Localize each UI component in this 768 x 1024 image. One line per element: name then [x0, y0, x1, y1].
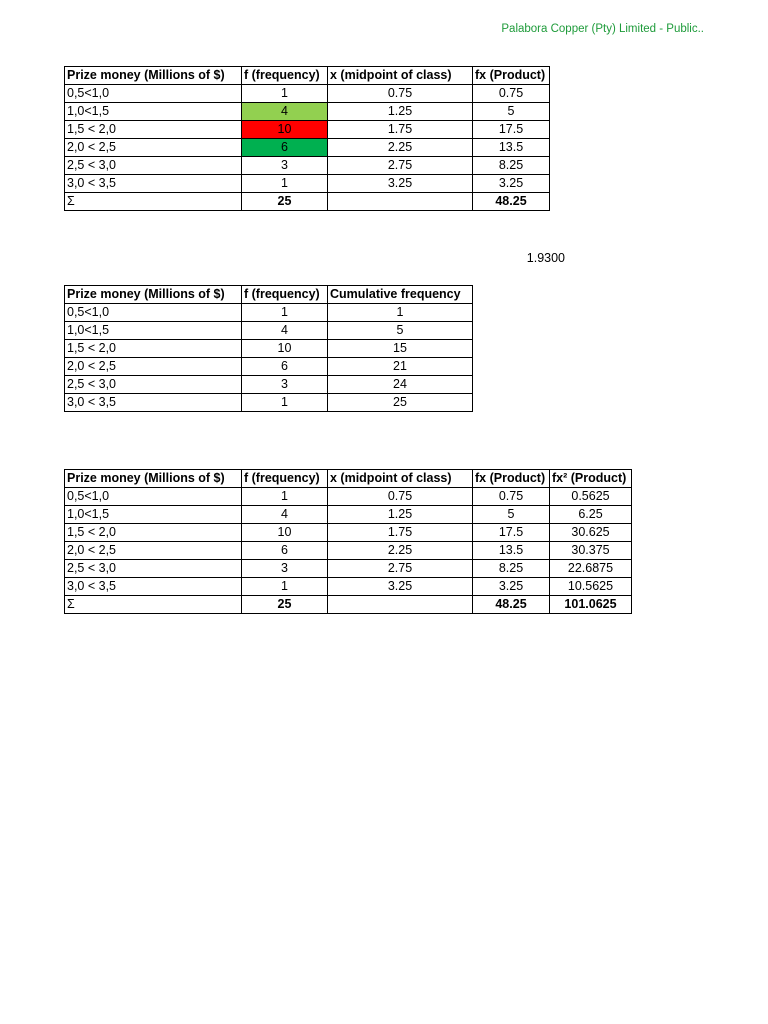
frequency-cell[interactable]: 1 — [242, 85, 328, 103]
frequency-cell-highlighted[interactable]: 10 — [242, 121, 328, 139]
table-row — [65, 322, 473, 340]
class-cell[interactable]: 1,5 < 2,0 — [65, 121, 242, 139]
table-row — [65, 506, 632, 524]
midpoint-cell[interactable]: 3.25 — [328, 578, 473, 596]
total-row — [65, 193, 550, 211]
table-row — [65, 103, 550, 121]
classification-label: Palabora Copper (Pty) Limited - Public.. — [501, 23, 704, 35]
cumulative-cell[interactable]: 21 — [328, 358, 473, 376]
product-cell[interactable]: 13.5 — [473, 139, 550, 157]
midpoint-cell[interactable]: 1.25 — [328, 506, 473, 524]
class-cell[interactable]: 1,0<1,5 — [65, 103, 242, 121]
midpoint-cell[interactable]: 0.75 — [328, 488, 473, 506]
empty-cell[interactable] — [328, 193, 473, 211]
frequency-cell[interactable]: 1 — [242, 488, 328, 506]
squared-product-cell[interactable]: 0.5625 — [550, 488, 632, 506]
product-cell[interactable]: 8.25 — [473, 157, 550, 175]
frequency-cell-highlighted[interactable]: 6 — [242, 139, 328, 157]
product-cell[interactable]: 17.5 — [473, 121, 550, 139]
product-cell[interactable]: 0.75 — [473, 85, 550, 103]
frequency-cell[interactable]: 3 — [242, 560, 328, 578]
class-cell[interactable]: 1,5 < 2,0 — [65, 524, 242, 542]
sum-symbol-cell[interactable]: Σ — [65, 193, 242, 211]
cumulative-cell[interactable]: 5 — [328, 322, 473, 340]
table-row — [65, 524, 632, 542]
class-cell[interactable]: 1,5 < 2,0 — [65, 340, 242, 358]
header-cell[interactable]: Prize money (Millions of $) — [65, 470, 242, 488]
header-cell[interactable]: fx² (Product) — [550, 470, 632, 488]
squared-product-cell[interactable]: 22.6875 — [550, 560, 632, 578]
class-cell[interactable]: 2,0 < 2,5 — [65, 542, 242, 560]
product-cell[interactable]: 0.75 — [473, 488, 550, 506]
total-squared-product-cell[interactable]: 101.0625 — [550, 596, 632, 614]
product-cell[interactable]: 17.5 — [473, 524, 550, 542]
cumulative-frequency-table — [64, 285, 473, 412]
class-cell[interactable]: 0,5<1,0 — [65, 85, 242, 103]
table-row — [65, 560, 632, 578]
table-row — [65, 139, 550, 157]
class-cell[interactable]: 0,5<1,0 — [65, 304, 242, 322]
total-product-cell[interactable]: 48.25 — [473, 193, 550, 211]
frequency-cell[interactable]: 3 — [242, 376, 328, 394]
frequency-cell[interactable]: 6 — [242, 358, 328, 376]
midpoint-cell[interactable]: 2.25 — [328, 139, 473, 157]
table-row — [65, 358, 473, 376]
midpoint-cell[interactable]: 3.25 — [328, 175, 473, 193]
frequency-cell[interactable]: 10 — [242, 340, 328, 358]
class-cell[interactable]: 1,0<1,5 — [65, 322, 242, 340]
mean-value-cell[interactable]: 1.9300 — [526, 251, 565, 265]
frequency-cell[interactable]: 1 — [242, 394, 328, 412]
table-row — [65, 542, 632, 560]
product-cell[interactable]: 3.25 — [473, 578, 550, 596]
total-product-cell[interactable]: 48.25 — [473, 596, 550, 614]
midpoint-cell[interactable]: 2.25 — [328, 542, 473, 560]
table-row — [65, 376, 473, 394]
frequency-cell[interactable]: 3 — [242, 157, 328, 175]
product-cell[interactable]: 3.25 — [473, 175, 550, 193]
header-cell[interactable]: f (frequency) — [242, 286, 328, 304]
class-cell[interactable]: 3,0 < 3,5 — [65, 394, 242, 412]
table-row — [65, 488, 632, 506]
header-cell[interactable]: Prize money (Millions of $) — [65, 286, 242, 304]
midpoint-cell[interactable]: 2.75 — [328, 560, 473, 578]
frequency-cell[interactable]: 4 — [242, 506, 328, 524]
squared-product-cell[interactable]: 6.25 — [550, 506, 632, 524]
total-row — [65, 596, 632, 614]
class-cell[interactable]: 2,5 < 3,0 — [65, 376, 242, 394]
product-cell[interactable]: 8.25 — [473, 560, 550, 578]
product-cell[interactable]: 5 — [473, 103, 550, 121]
midpoint-cell[interactable]: 0.75 — [328, 85, 473, 103]
table-header-row — [65, 470, 632, 488]
midpoint-cell[interactable]: 1.75 — [328, 121, 473, 139]
header-cell[interactable]: x (midpoint of class) — [328, 470, 473, 488]
class-cell[interactable]: 2,5 < 3,0 — [65, 560, 242, 578]
cumulative-cell[interactable]: 24 — [328, 376, 473, 394]
header-cell[interactable]: fx (Product) — [473, 67, 550, 85]
class-cell[interactable]: 2,0 < 2,5 — [65, 139, 242, 157]
table-row — [65, 121, 550, 139]
table-row — [65, 394, 473, 412]
class-cell[interactable]: 3,0 < 3,5 — [65, 175, 242, 193]
table-row — [65, 85, 550, 103]
table-header-row — [65, 286, 473, 304]
class-cell[interactable]: 1,0<1,5 — [65, 506, 242, 524]
cumulative-cell[interactable]: 25 — [328, 394, 473, 412]
frequency-cell[interactable]: 10 — [242, 524, 328, 542]
squared-product-cell[interactable]: 10.5625 — [550, 578, 632, 596]
midpoint-cell[interactable]: 2.75 — [328, 157, 473, 175]
product-cell[interactable]: 13.5 — [473, 542, 550, 560]
frequency-cell[interactable]: 1 — [242, 175, 328, 193]
table-row — [65, 175, 550, 193]
midpoint-cell[interactable]: 1.25 — [328, 103, 473, 121]
table-header-row — [65, 67, 550, 85]
squared-product-cell[interactable]: 30.625 — [550, 524, 632, 542]
header-cell[interactable]: x (midpoint of class) — [328, 67, 473, 85]
frequency-cell[interactable]: 1 — [242, 578, 328, 596]
frequency-cell[interactable]: 1 — [242, 304, 328, 322]
total-frequency-cell[interactable]: 25 — [242, 596, 328, 614]
class-cell[interactable]: 0,5<1,0 — [65, 488, 242, 506]
sum-symbol-cell[interactable]: Σ — [65, 596, 242, 614]
header-cell[interactable]: Prize money (Millions of $) — [65, 67, 242, 85]
total-frequency-cell[interactable]: 25 — [242, 193, 328, 211]
header-cell[interactable]: f (frequency) — [242, 470, 328, 488]
frequency-cell[interactable]: 4 — [242, 322, 328, 340]
frequency-cell[interactable]: 6 — [242, 542, 328, 560]
frequency-table-squared — [64, 469, 632, 614]
frequency-cell-highlighted[interactable]: 4 — [242, 103, 328, 121]
header-cell[interactable]: f (frequency) — [242, 67, 328, 85]
header-cell[interactable]: Cumulative frequency — [328, 286, 473, 304]
empty-cell[interactable] — [328, 596, 473, 614]
class-cell[interactable]: 2,5 < 3,0 — [65, 157, 242, 175]
cumulative-cell[interactable]: 15 — [328, 340, 473, 358]
table-row — [65, 304, 473, 322]
table-row — [65, 157, 550, 175]
table-row — [65, 578, 632, 596]
squared-product-cell[interactable]: 30.375 — [550, 542, 632, 560]
midpoint-cell[interactable]: 1.75 — [328, 524, 473, 542]
cumulative-cell[interactable]: 1 — [328, 304, 473, 322]
product-cell[interactable]: 5 — [473, 506, 550, 524]
table-row — [65, 340, 473, 358]
class-cell[interactable]: 3,0 < 3,5 — [65, 578, 242, 596]
class-cell[interactable]: 2,0 < 2,5 — [65, 358, 242, 376]
header-cell[interactable]: fx (Product) — [473, 470, 550, 488]
frequency-table-1 — [64, 66, 550, 211]
